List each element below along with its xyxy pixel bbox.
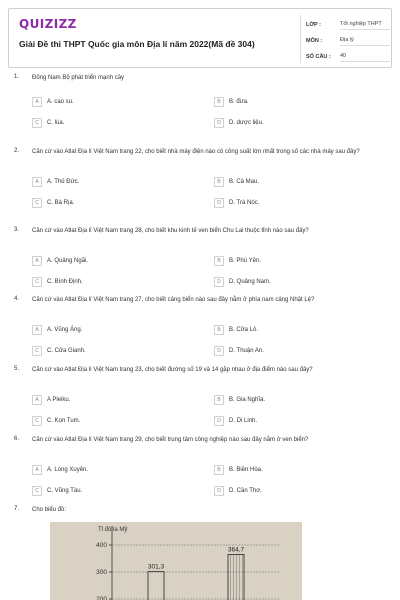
bar-chart xyxy=(50,522,302,600)
meta-label: SỐ CÂU : xyxy=(306,54,331,60)
option-letter-box[interactable]: C xyxy=(32,416,42,426)
question-text: Căn cứ vào Atlat Địa lí Việt Nam trang 23, cho biết đường số 19 và 14 gặp nhau ở địa điểm nào sau đây? xyxy=(32,367,313,373)
option-text: A. cao su. xyxy=(47,98,74,105)
option-text: D. Quảng Nam. xyxy=(229,278,271,285)
option-letter-box[interactable]: C xyxy=(32,198,42,208)
option-letter-box[interactable]: B xyxy=(214,325,224,335)
question-number: 7. xyxy=(14,506,20,512)
question-number: 4. xyxy=(14,296,20,302)
answer-option-d[interactable] xyxy=(214,276,271,287)
answer-option-d[interactable] xyxy=(214,415,257,426)
y-tick-label: 200 xyxy=(96,596,107,600)
question-text: Đông Nam Bộ phát triển mạnh cây xyxy=(32,75,125,81)
option-text: D. Trà Nóc. xyxy=(229,199,260,206)
answer-option-b[interactable] xyxy=(214,255,261,266)
meta-value: Tốt nghiệp THPT xyxy=(340,21,390,30)
option-letter-box[interactable]: C xyxy=(32,486,42,496)
document-meta xyxy=(306,17,390,65)
option-text: B. Biên Hòa. xyxy=(229,466,263,473)
option-text: A. Thủ Đức. xyxy=(47,178,80,185)
answer-option-c[interactable] xyxy=(32,117,64,128)
option-letter-box[interactable]: B xyxy=(214,395,224,405)
answer-option-b[interactable] xyxy=(214,464,263,475)
question-number: 3. xyxy=(14,227,20,233)
option-text: C. Cửa Gianh. xyxy=(47,347,86,354)
bar-data-label: 364,7 xyxy=(227,546,245,554)
answer-option-d[interactable] xyxy=(214,197,259,208)
option-text: D. Thuận An. xyxy=(229,347,264,354)
option-letter-box[interactable]: D xyxy=(214,118,224,128)
option-text: C. lúa. xyxy=(47,119,65,126)
answer-option-c[interactable] xyxy=(32,415,80,426)
y-tick-label: 300 xyxy=(96,569,107,576)
option-letter-box[interactable]: D xyxy=(214,277,224,287)
answer-option-d[interactable] xyxy=(214,485,262,496)
answer-option-b[interactable] xyxy=(214,324,258,335)
option-text: D. Cần Thơ. xyxy=(229,487,262,494)
option-letter-box[interactable]: D xyxy=(214,416,224,426)
answer-option-b[interactable] xyxy=(214,96,249,107)
answer-option-a[interactable] xyxy=(32,176,79,187)
answer-option-a[interactable] xyxy=(32,324,82,335)
option-text: C. Kon Tum. xyxy=(47,417,81,424)
y-tick-label: 400 xyxy=(96,542,107,549)
document-header xyxy=(8,8,392,68)
option-letter-box[interactable]: B xyxy=(214,97,224,107)
option-text: A. Quảng Ngãi. xyxy=(47,257,89,264)
answer-option-d[interactable] xyxy=(214,345,264,356)
option-text: D. Di Linh. xyxy=(229,417,258,424)
option-letter-box[interactable]: A xyxy=(32,177,42,187)
option-letter-box[interactable]: A xyxy=(32,325,42,335)
answer-option-a[interactable] xyxy=(32,394,70,405)
question-text: Cho biểu đồ: xyxy=(32,507,67,513)
answer-option-b[interactable] xyxy=(214,176,259,187)
option-letter-box[interactable]: C xyxy=(32,118,42,128)
answer-option-c[interactable] xyxy=(32,197,74,208)
bar xyxy=(148,572,164,600)
option-text: B. Phú Yên. xyxy=(229,257,261,264)
answer-option-c[interactable] xyxy=(32,345,86,356)
option-letter-box[interactable]: A xyxy=(32,465,42,475)
meta-row-count xyxy=(306,49,390,65)
option-text: B. đưa. xyxy=(229,98,249,105)
option-letter-box[interactable]: C xyxy=(32,277,42,287)
meta-value: 40 xyxy=(340,53,390,62)
option-letter-box[interactable]: A xyxy=(32,256,42,266)
option-letter-box[interactable]: D xyxy=(214,346,224,356)
question-number: 1. xyxy=(14,74,20,80)
option-text: A. Long Xuyên. xyxy=(47,466,89,473)
option-letter-box[interactable]: B xyxy=(214,465,224,475)
bar xyxy=(228,555,244,600)
question-text: Căn cứ vào Atlat Địa lí Việt Nam trang 28, cho biết khu kinh tế ven biển Chu Lai thuộc tỉnh nào sau đây? xyxy=(32,228,309,234)
option-text: B. Gia Nghĩa. xyxy=(229,396,266,403)
option-letter-box[interactable]: A xyxy=(32,395,42,405)
answer-option-a[interactable] xyxy=(32,464,88,475)
bar-data-label: 301,3 xyxy=(147,563,165,571)
option-text: C. Vũng Tàu. xyxy=(47,487,83,494)
option-letter-box[interactable]: C xyxy=(32,346,42,356)
option-text: A. Vũng Áng. xyxy=(47,326,83,333)
meta-label: LỚP : xyxy=(306,22,321,28)
answer-option-a[interactable] xyxy=(32,255,88,266)
question-7-chart xyxy=(50,522,302,600)
quizizz-logo[interactable]: QUIZIZZ xyxy=(19,17,77,31)
meta-value: Địa lý xyxy=(340,37,390,46)
question-number: 5. xyxy=(14,366,20,372)
question-number: 6. xyxy=(14,436,20,442)
meta-label: MÔN : xyxy=(306,38,323,44)
y-axis-label: Tỉ đô la Mỹ xyxy=(98,527,128,533)
answer-option-c[interactable] xyxy=(32,485,82,496)
answer-option-c[interactable] xyxy=(32,276,83,287)
option-letter-box[interactable]: D xyxy=(214,198,224,208)
question-number: 2. xyxy=(14,148,20,154)
question-text: Căn cứ vào Atlat Địa lí Việt Nam trang 27, cho biết cảng biển nào sau đây nằm ở phía nam cảng Nhật Lệ? xyxy=(32,297,315,303)
option-letter-box[interactable]: A xyxy=(32,97,42,107)
option-text: A Pleiku. xyxy=(47,396,71,403)
meta-row-class xyxy=(306,17,390,33)
question-text: Căn cứ vào Atlat Địa lí Việt Nam trang 22, cho biết nhà máy điện nào có công suất lớn nhất trong số các nhà máy sau đây? xyxy=(32,149,360,155)
option-text: B. Cửa Lò. xyxy=(229,326,259,333)
option-text: C. Bình Định. xyxy=(47,278,83,285)
meta-row-subject xyxy=(306,33,390,49)
answer-option-d[interactable] xyxy=(214,117,264,128)
option-letter-box[interactable]: B xyxy=(214,256,224,266)
document-title: Giải Đề thi THPT Quốc gia môn Địa lí năm 2022(Mã đề 304) xyxy=(19,39,255,49)
option-text: D. dược liệu. xyxy=(229,119,264,126)
answer-option-b[interactable] xyxy=(214,394,265,405)
option-text: C. Bà Rịa. xyxy=(47,199,75,206)
answer-option-a[interactable] xyxy=(32,96,74,107)
header-divider xyxy=(300,15,301,63)
option-letter-box[interactable]: D xyxy=(214,486,224,496)
question-text: Căn cứ vào Atlat Địa lí Việt Nam trang 29, cho biết trung tâm công nghiệp nào sau đây nằm ở ven biển? xyxy=(32,437,309,443)
option-letter-box[interactable]: B xyxy=(214,177,224,187)
option-text: B. Cà Mau. xyxy=(229,178,260,185)
